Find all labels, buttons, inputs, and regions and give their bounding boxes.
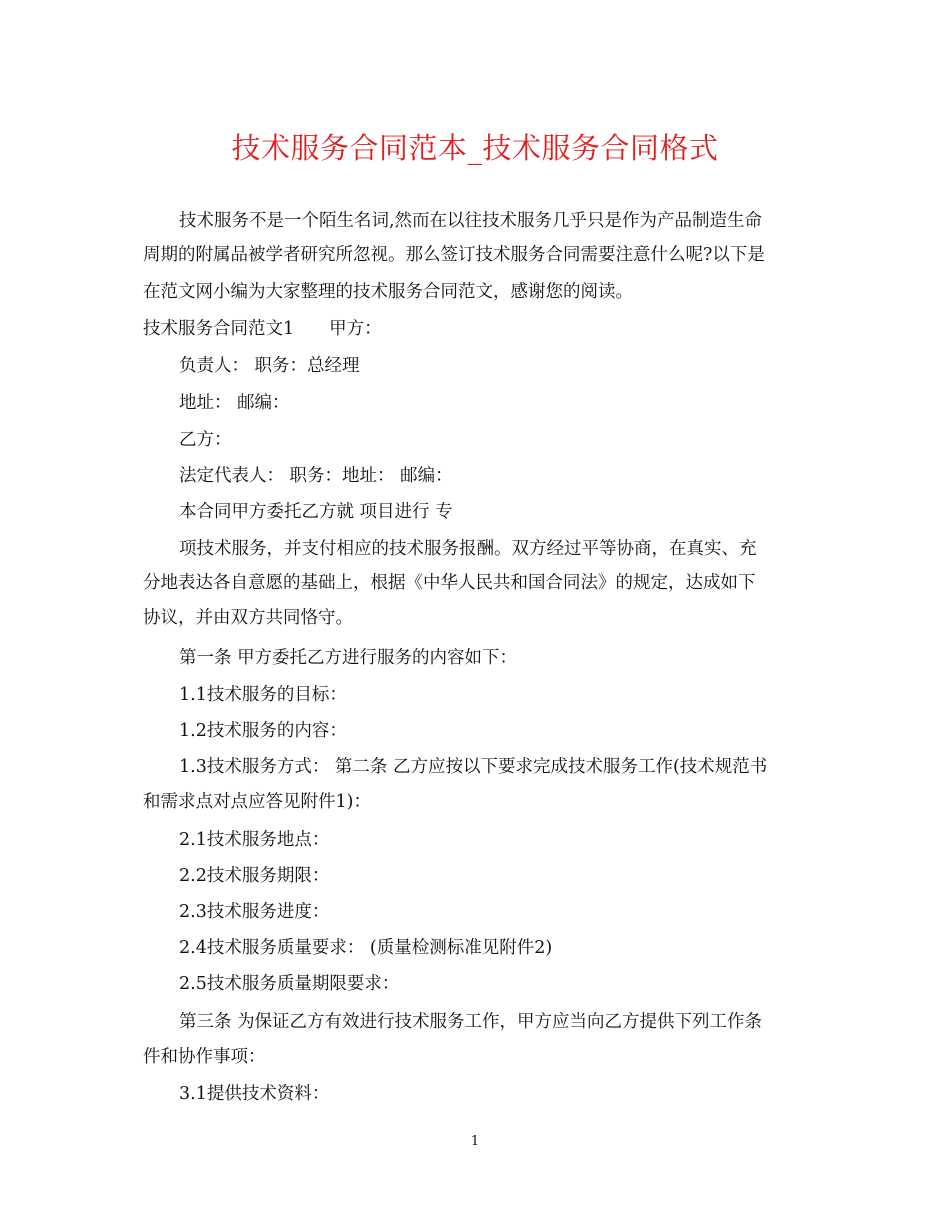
text-line: 技术服务合同范文1 甲方： xyxy=(143,319,382,339)
text-line: 项技术服务，并支付相应的技术服务报酬。双方经过平等协商，在真实、充 xyxy=(179,539,757,559)
text-line: 技术服务不是一个陌生名词,然而在以往技术服务几乎只是作为产品制造生命 xyxy=(179,211,763,231)
text-line: 2.3技术服务进度： xyxy=(179,902,330,922)
text-line: 法定代表人： 职务：地址： 邮编： xyxy=(179,466,453,486)
text-line: 地址： 邮编： xyxy=(179,393,290,413)
text-line: 负责人： 职务：总经理 xyxy=(179,356,360,376)
text-line: 分地表达各自意愿的基础上，根据《中华人民共和国合同法》的规定，达成如下 xyxy=(143,573,756,593)
document-title: 技术服务合同范本_技术服务合同格式 xyxy=(231,131,719,165)
text-line: 周期的附属品被学者研究所忽视。那么签订技术服务合同需要注意什么呢?以下是 xyxy=(143,245,765,265)
text-line: 3.1提供技术资料： xyxy=(179,1084,330,1104)
text-line: 2.5技术服务质量期限要求： xyxy=(179,974,400,994)
text-line: 2.4技术服务质量要求： (质量检测标准见附件2) xyxy=(179,938,553,958)
text-line: 件和协作事项： xyxy=(143,1047,266,1067)
page-number: 1 xyxy=(470,1134,480,1149)
text-line: 本合同甲方委托乙方就 项目进行 专 xyxy=(179,502,453,522)
text-line: 2.1技术服务地点： xyxy=(179,830,330,850)
text-line: 1.3技术服务方式： 第二条 乙方应按以下要求完成技术服务工作(技术规范书 xyxy=(179,757,768,777)
text-line: 第一条 甲方委托乙方进行服务的内容如下： xyxy=(179,648,518,668)
text-line: 乙方： xyxy=(179,430,232,450)
text-line: 2.2技术服务期限： xyxy=(179,866,330,886)
text-line: 在范文网小编为大家整理的技术服务合同范文，感谢您的阅读。 xyxy=(143,282,633,302)
text-line: 1.1技术服务的目标： xyxy=(179,685,347,705)
text-line: 和需求点对点应答见附件1)： xyxy=(143,792,371,812)
text-line: 1.2技术服务的内容： xyxy=(179,721,347,741)
text-line: 第三条 为保证乙方有效进行技术服务工作，甲方应当向乙方提供下列工作条 xyxy=(179,1012,763,1032)
text-line: 协议，并由双方共同恪守。 xyxy=(143,608,353,628)
